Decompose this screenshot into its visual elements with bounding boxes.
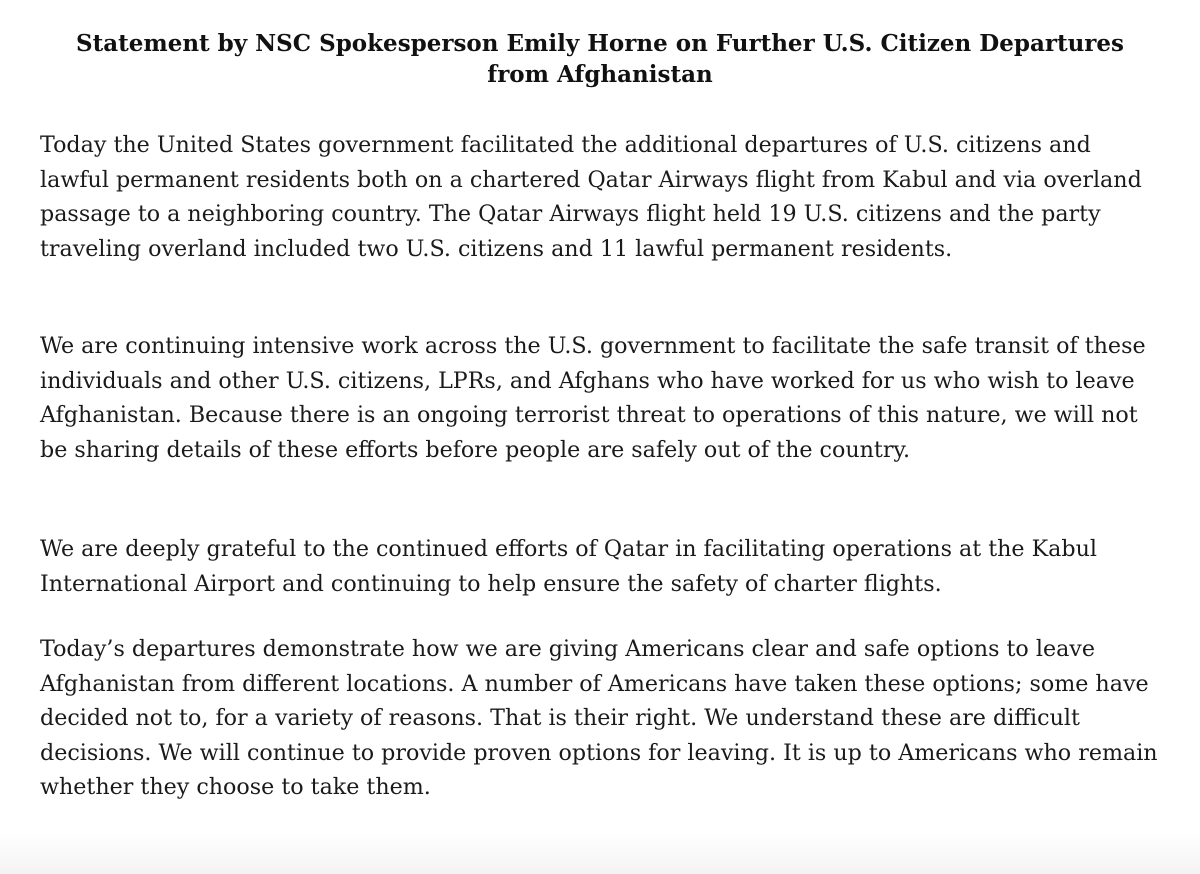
bottom-shade bbox=[0, 834, 1200, 874]
paragraph-gratitude-qatar: We are deeply grateful to the continued efforts of Qatar in facilitating operations at the Kabul International Airport and continuing to help ensure the safety of charter flights. bbox=[40, 536, 1098, 597]
paragraph-options-for-americans: Today’s departures demonstrate how we are giving Americans clear and safe options to leave Afghanistan from different locations. A number of Americans have taken these options; some have decided not to, for a variety of reasons. That is their right. We understand these are difficult decisions. We will continue to provide proven options for leaving. It is up to Americans who remain whether they choose to take them. bbox=[40, 636, 1158, 801]
paragraph-continuing-work: We are continuing intensive work across the U.S. government to facilitate the safe transit of these individuals and other U.S. citizens, LPRs, and Afghans who have worked for us who wish to leave Afghanistan. Because there is an ongoing terrorist threat to operations of this nature, we will not be sharing details of these efforts before people are safely out of the country. bbox=[40, 333, 1146, 463]
statement-title: Statement by NSC Spokesperson Emily Horne on Further U.S. Citizen Departures from Afghanistan bbox=[75, 30, 1125, 88]
paragraph-departures-facilitated: Today the United States government facilitated the additional departures of U.S. citizens and lawful permanent residents both on a chartered Qatar Airways flight from Kabul and via overland passage to a neighboring country. The Qatar Airways flight held 19 U.S. citizens and the party traveling overland included two U.S. citizens and 11 lawful permanent residents. bbox=[40, 132, 1142, 262]
